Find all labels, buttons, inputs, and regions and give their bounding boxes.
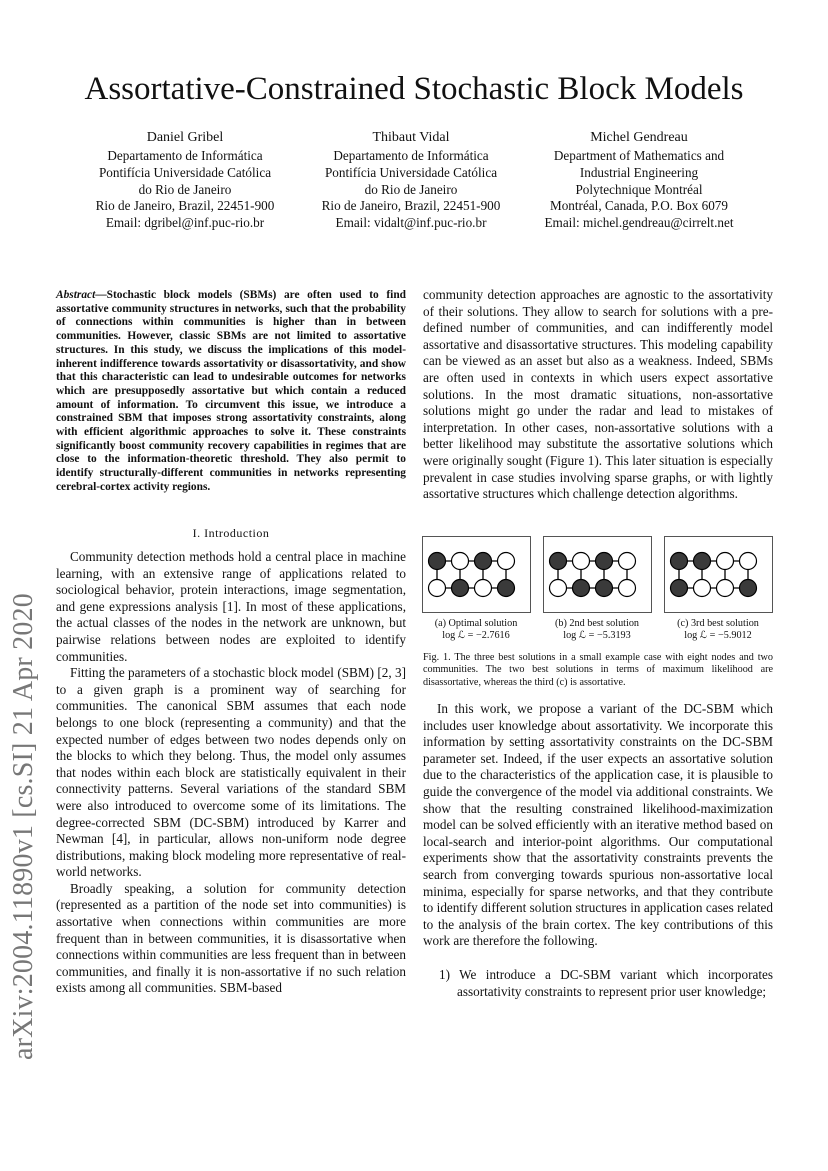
graph-node (498, 553, 515, 570)
graph-node (671, 553, 688, 570)
graph-node (694, 553, 711, 570)
graph-diagram-a (423, 537, 530, 612)
author-line: Polytechnique Montréal (575, 181, 703, 197)
author-email[interactable]: Email: michel.gendreau@cirrelt.net (544, 215, 734, 231)
author-line: Departamento de Informática (333, 148, 489, 163)
graph-node (452, 580, 469, 597)
subcaption-b (532, 618, 662, 643)
author-block-3 (529, 128, 749, 232)
author-name: Thibaut Vidal (372, 130, 450, 145)
graph-node (619, 553, 636, 570)
subcaption-a (411, 618, 541, 643)
author-block-1 (75, 128, 295, 232)
graph-node (475, 580, 492, 597)
author-line: Pontifícia Universidade Católica (98, 164, 272, 180)
graph-node (429, 580, 446, 597)
author-block-2 (301, 128, 521, 232)
contributions-list (423, 967, 773, 1000)
graph-node (717, 553, 734, 570)
author-line: Departamento de Informática (107, 148, 263, 163)
graph-node (452, 553, 469, 570)
author-email[interactable]: Email: dgribel@inf.puc-rio.br (105, 215, 265, 231)
graph-diagram-c (665, 537, 772, 612)
author-line: Montréal, Canada, P.O. Box 6079 (549, 198, 728, 214)
graph-node (498, 580, 515, 597)
graph-node (619, 580, 636, 597)
figure-caption: Fig. 1. The three best solutions in a small example case with eight nodes and two communities. The two best solutions in terms of maximum likelihood are disassortative, whereas the third (c) is assortative. (423, 652, 773, 688)
abstract-text: —Stochastic block models (SBMs) are often used to find assortative community structures in networks, such that the probability of connections within communities is higher than in between communities. However, classic SBMs are not limited to assortative structures. In this study, we discuss the implications of this model-inherent indifference towards assortativity or disassortativity, and show that this characteristic can lead to undesirable outcomes for networks which are presupposedly assortative but which contain a reduced amount of information. To circumvent this issue, we introduce a constrained SBM that imposes strong assortativity constraints, along with efficient algorithmic approaches to solve it. These constraints significantly boost community recovery capabilities in regimes that are close to the information-theoretic threshold. They also permit to identify structurally-different communities in networks representing cerebral-cortex activity regions. (56, 289, 406, 493)
graph-node (717, 580, 734, 597)
subcaption-value: log ℒ = −5.9012 (684, 630, 752, 642)
author-name: Michel Gendreau (590, 130, 688, 145)
graph-node (573, 553, 590, 570)
graph-node (596, 553, 613, 570)
author-email[interactable]: Email: vidalt@inf.puc-rio.br (335, 215, 487, 231)
arxiv-stamp[interactable]: arXiv:2004.11890v1 [cs.SI] 21 Apr 2020 (8, 593, 39, 1060)
subcaption-value: log ℒ = −2.7616 (442, 630, 510, 642)
abstract (56, 289, 406, 495)
figure-panel-a (422, 536, 531, 613)
graph-node (573, 580, 590, 597)
graph-node (550, 580, 567, 597)
right-column-bottom (423, 701, 773, 950)
paragraph: In this work, we propose a variant of the DC-SBM which includes user knowledge about assortativity. We incorporate this information by setting assortativity constraints on the DC-SBM parameter set. Indeed, if the user expects an assortative solution due to the characteristics of the application case, it is plausible to guide the convergence of the model via additional constraints. We show that the resulting constrained likelihood-maximization model can be solved efficiently with an iterative method based on local-search and interior-point algorithms. Our computational experiments show that the assortativity constraints prevents the search from converging towards spurious non-assortative local minima, especially for sparse networks, and that they contribute to identify different solution structures in application cases related to the analysis of the brain cortex. The key contributions of this work are therefore the following. (423, 701, 773, 949)
subcaption-label: (c) 3rd best solution (677, 618, 759, 629)
author-line: do Rio de Janeiro (138, 181, 232, 197)
list-item: 1) We introduce a DC-SBM variant which incorporates assortativity constraints to represent prior user knowledge; (439, 967, 773, 999)
subcaption-label: (a) Optimal solution (434, 618, 518, 629)
abstract-label: Abstract (56, 289, 96, 301)
paragraph: community detection approaches are agnostic to the assortativity of their solutions. They allow to search for solutions with a pre-defined number of communities, and can indifferently model assortative and disassortative structures. This modeling capability can be viewed as an asset but also as a weakness. Indeed, SBMs are often used in contexts in which users expect assortative solutions. In the most dramatic situations, non-assortative solutions might go under the radar and lead to mistakes of interpretation. In other cases, non-assortative solutions with a better likelihood may substitute the assortative solutions which were originally sought (Figure 1). This later situation is especially prevalent in case studies involving sparse graphs, or with lightly assortative structures which challenge detection algorithms. (423, 287, 773, 502)
paragraph: Community detection methods hold a central place in machine learning, with an extensive range of applications related to sociological behavior, protein interactions, image segmentation, and gene expressions analysis [1]. In most of these applications, the actual classes of the nodes in the network are unknown, but pairwise relations between nodes are exploited to identify communities. (56, 549, 406, 664)
subcaption-label: (b) 2nd best solution (554, 618, 640, 629)
author-line: Pontifícia Universidade Católica (324, 164, 498, 180)
author-line: Industrial Engineering (579, 164, 699, 180)
left-column-body (56, 549, 406, 997)
graph-diagram-b (544, 537, 651, 612)
figure-panel-c (664, 536, 773, 613)
figure-panel-b (543, 536, 652, 613)
paragraph: Broadly speaking, a solution for community detection (represented as a partition of the node set into communities) is assortative when connections within communities are more frequent than in between communities, it is disassortative when connections within communities are less frequent than in between communities, and finally it is non-assortative if no such relation exists among all communities. SBM-based (56, 880, 406, 996)
graph-node (550, 553, 567, 570)
subcaption-c (653, 618, 783, 643)
graph-node (475, 553, 492, 570)
author-line: Department of Mathematics and (553, 148, 725, 163)
paper-title: Assortative-Constrained Stochastic Block Models (84, 71, 744, 107)
author-line: do Rio de Janeiro (364, 181, 458, 197)
graph-node (740, 553, 757, 570)
graph-node (740, 580, 757, 597)
right-column-top (423, 287, 773, 503)
author-line: Rio de Janeiro, Brazil, 22451-900 (321, 198, 501, 214)
graph-node (694, 580, 711, 597)
graph-node (429, 553, 446, 570)
author-line: Rio de Janeiro, Brazil, 22451-900 (95, 198, 275, 214)
author-name: Daniel Gribel (146, 130, 224, 145)
subcaption-value: log ℒ = −5.3193 (563, 630, 631, 642)
graph-node (596, 580, 613, 597)
paragraph: Fitting the parameters of a stochastic block model (SBM) [2, 3] to a given graph is a prominent way of searching for communities. The canonical SBM assumes that each node belongs to one block (representing a community) and that the expected number of edges between two nodes depends only on the blocks to which they belong. Thus, the model only assumes that nodes within each block are statistically equivalent in their connectivity patterns. Several variations of the standard SBM were also introduced to overcome some of its limitations. The degree-corrected SBM (DC-SBM) introduced by Karrer and Newman [4], in particular, allows non-uniform node degree distributions, making block modeling more representative of real-world networks. (56, 665, 406, 880)
graph-node (671, 580, 688, 597)
section-heading: I. Introduction (192, 526, 270, 540)
